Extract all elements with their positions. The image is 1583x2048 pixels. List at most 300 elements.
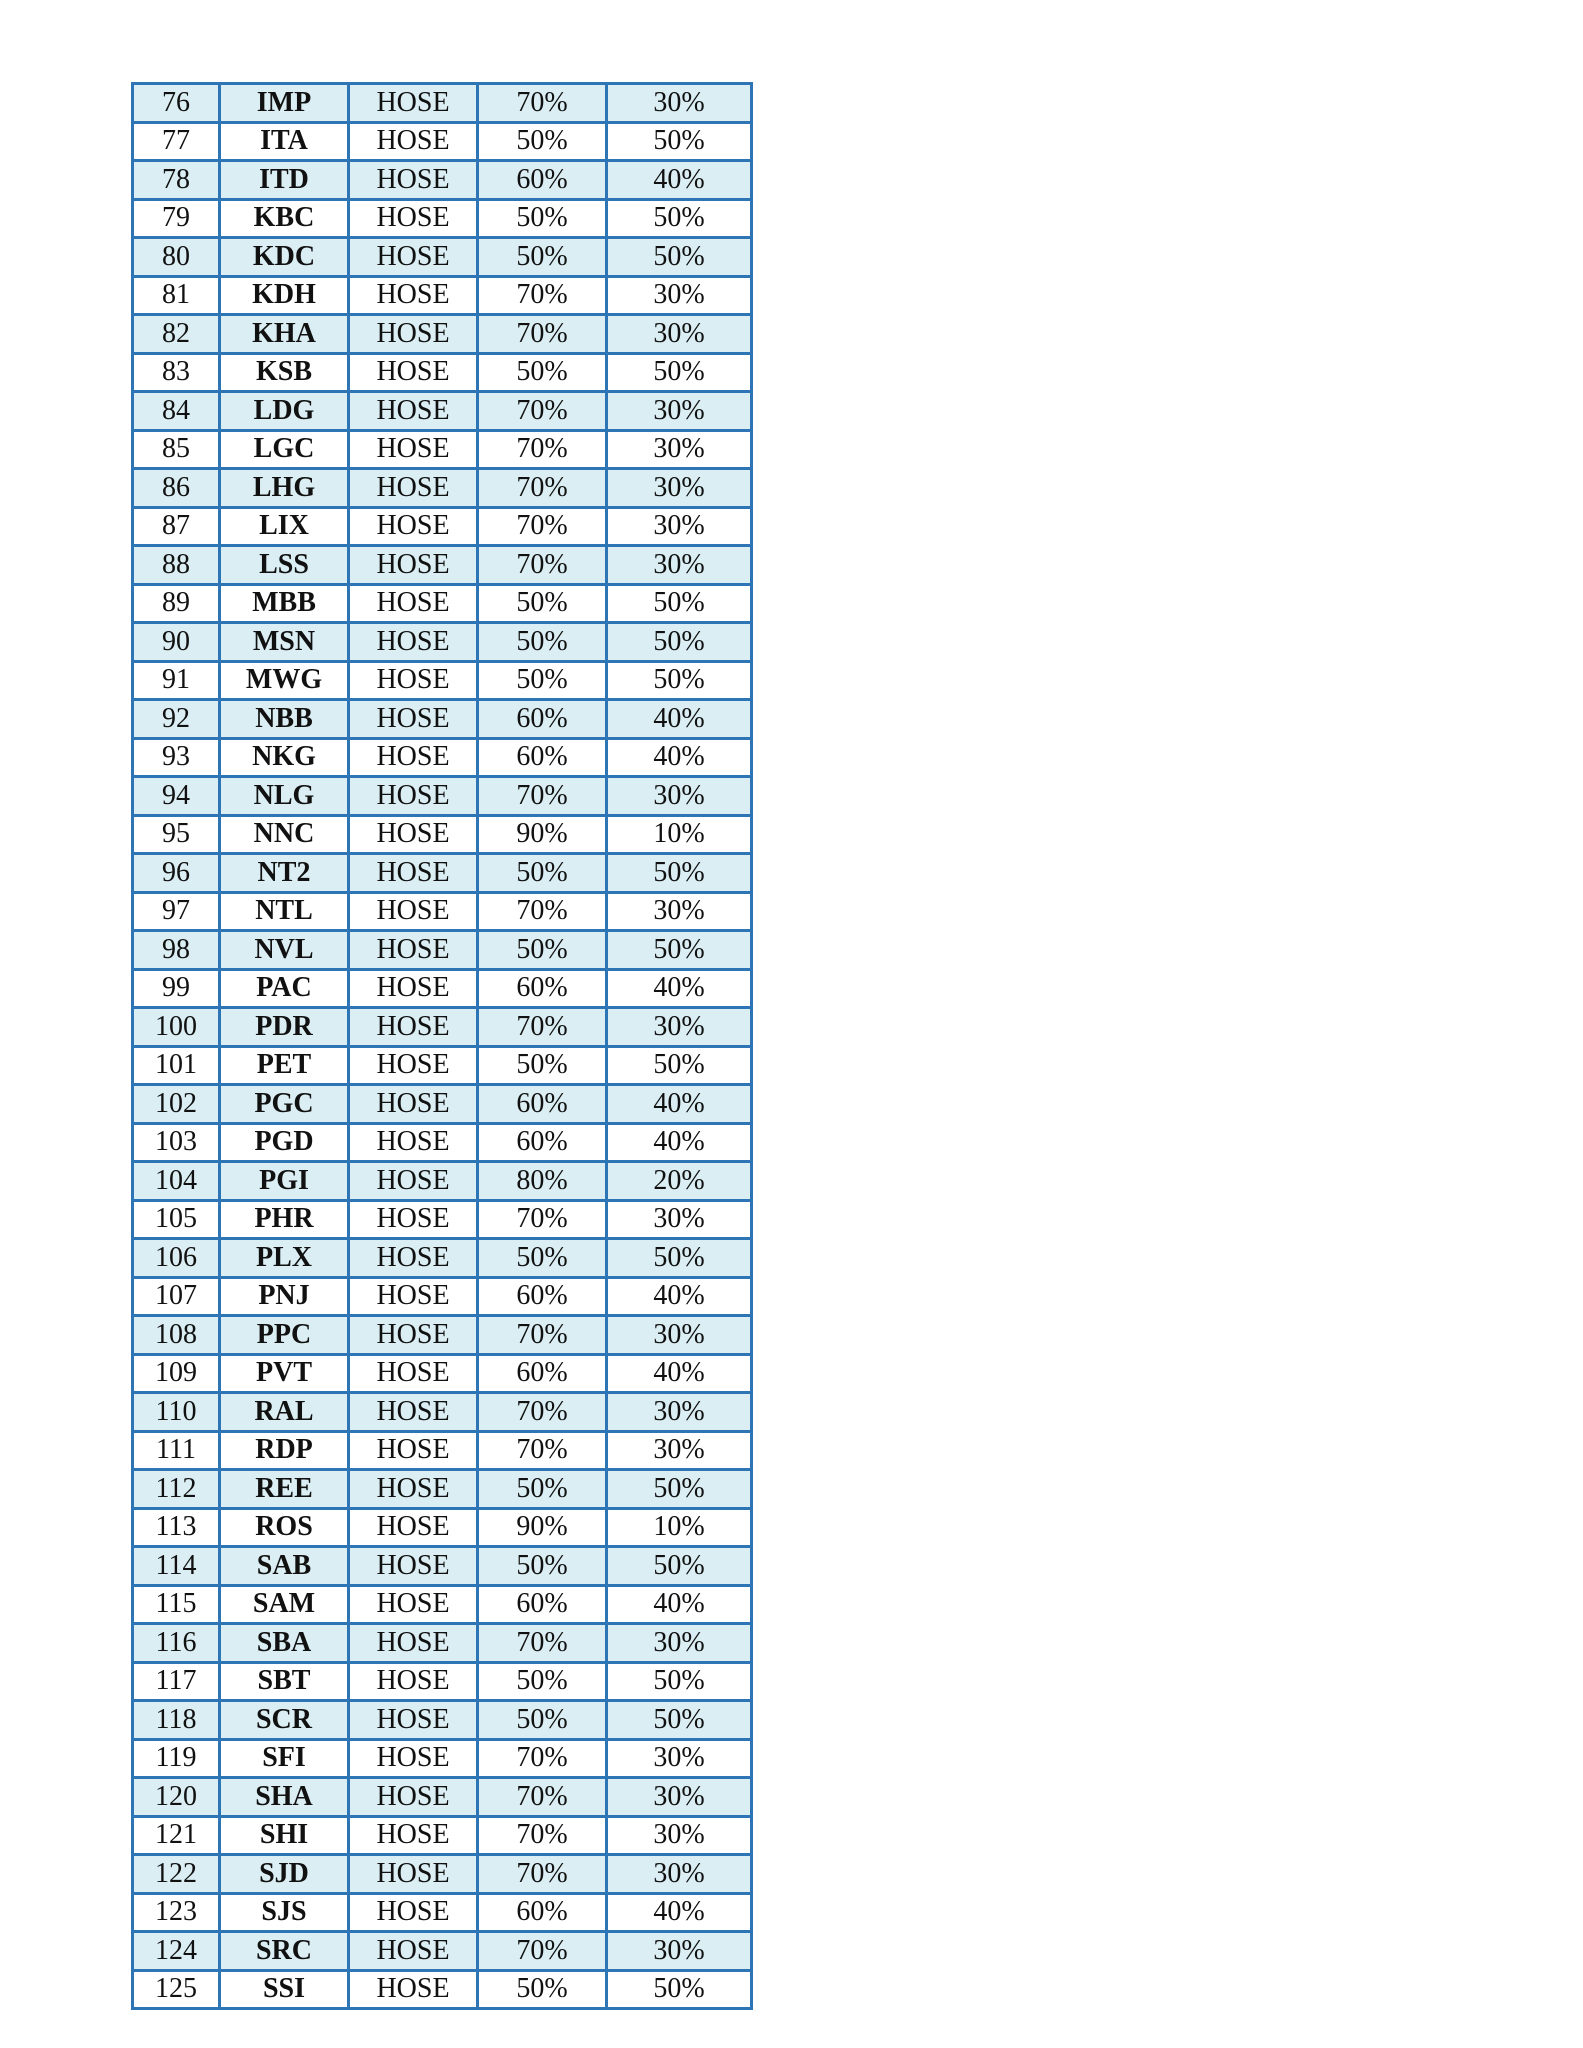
exchange-cell: HOSE <box>349 777 478 816</box>
ratio-b-cell: 30% <box>607 1932 752 1971</box>
table-row <box>133 122 752 161</box>
row-number-cell: 117 <box>133 1662 220 1701</box>
table-row <box>133 1123 752 1162</box>
ratio-a-cell: 70% <box>478 546 607 585</box>
stock-code-cell: KDH <box>220 276 349 315</box>
row-number-cell: 99 <box>133 969 220 1008</box>
table-row <box>133 430 752 469</box>
ratio-a-cell: 50% <box>478 1239 607 1278</box>
row-number-cell: 111 <box>133 1431 220 1470</box>
row-number-cell: 91 <box>133 661 220 700</box>
exchange-cell: HOSE <box>349 1239 478 1278</box>
ratio-a-cell: 60% <box>478 1123 607 1162</box>
exchange-cell: HOSE <box>349 1855 478 1894</box>
stock-code-cell: REE <box>220 1470 349 1509</box>
table-row <box>133 584 752 623</box>
ratio-a-cell: 60% <box>478 738 607 777</box>
exchange-cell: HOSE <box>349 1970 478 2009</box>
row-number-cell: 125 <box>133 1970 220 2009</box>
ratio-a-cell: 50% <box>478 122 607 161</box>
ratio-b-cell: 30% <box>607 1316 752 1355</box>
ratio-a-cell: 50% <box>478 199 607 238</box>
ratio-a-cell: 90% <box>478 1508 607 1547</box>
table-row <box>133 815 752 854</box>
stock-table <box>131 82 753 2010</box>
row-number-cell: 77 <box>133 122 220 161</box>
table-row <box>133 84 752 123</box>
stock-code-cell: SJS <box>220 1893 349 1932</box>
table-row <box>133 1855 752 1894</box>
exchange-cell: HOSE <box>349 1893 478 1932</box>
exchange-cell: HOSE <box>349 1662 478 1701</box>
table-row <box>133 700 752 739</box>
ratio-a-cell: 50% <box>478 1662 607 1701</box>
row-number-cell: 121 <box>133 1816 220 1855</box>
ratio-b-cell: 50% <box>607 1470 752 1509</box>
ratio-a-cell: 70% <box>478 392 607 431</box>
exchange-cell: HOSE <box>349 469 478 508</box>
stock-code-cell: PNJ <box>220 1277 349 1316</box>
exchange-cell: HOSE <box>349 1778 478 1817</box>
ratio-b-cell: 50% <box>607 854 752 893</box>
ratio-a-cell: 70% <box>478 1316 607 1355</box>
row-number-cell: 100 <box>133 1008 220 1047</box>
row-number-cell: 93 <box>133 738 220 777</box>
ratio-b-cell: 50% <box>607 1662 752 1701</box>
table-row <box>133 1162 752 1201</box>
stock-code-cell: SAM <box>220 1585 349 1624</box>
ratio-a-cell: 60% <box>478 1085 607 1124</box>
ratio-a-cell: 50% <box>478 1970 607 2009</box>
stock-code-cell: ROS <box>220 1508 349 1547</box>
ratio-b-cell: 30% <box>607 1200 752 1239</box>
ratio-b-cell: 30% <box>607 1624 752 1663</box>
ratio-b-cell: 30% <box>607 1739 752 1778</box>
ratio-a-cell: 70% <box>478 1200 607 1239</box>
row-number-cell: 122 <box>133 1855 220 1894</box>
stock-code-cell: NNC <box>220 815 349 854</box>
ratio-a-cell: 50% <box>478 661 607 700</box>
ratio-b-cell: 30% <box>607 392 752 431</box>
ratio-b-cell: 30% <box>607 892 752 931</box>
table-row <box>133 1316 752 1355</box>
row-number-cell: 88 <box>133 546 220 585</box>
table-row <box>133 1701 752 1740</box>
exchange-cell: HOSE <box>349 1624 478 1663</box>
ratio-a-cell: 70% <box>478 1855 607 1894</box>
ratio-b-cell: 10% <box>607 1508 752 1547</box>
table-row <box>133 507 752 546</box>
stock-code-cell: SRC <box>220 1932 349 1971</box>
table-row <box>133 1200 752 1239</box>
stock-code-cell: SBA <box>220 1624 349 1663</box>
ratio-a-cell: 50% <box>478 1547 607 1586</box>
stock-code-cell: SBT <box>220 1662 349 1701</box>
ratio-b-cell: 30% <box>607 1431 752 1470</box>
row-number-cell: 108 <box>133 1316 220 1355</box>
ratio-a-cell: 70% <box>478 430 607 469</box>
ratio-a-cell: 50% <box>478 623 607 662</box>
ratio-a-cell: 50% <box>478 238 607 277</box>
row-number-cell: 92 <box>133 700 220 739</box>
table-row <box>133 1970 752 2009</box>
ratio-b-cell: 30% <box>607 1393 752 1432</box>
stock-code-cell: LDG <box>220 392 349 431</box>
exchange-cell: HOSE <box>349 122 478 161</box>
ratio-a-cell: 60% <box>478 1354 607 1393</box>
row-number-cell: 85 <box>133 430 220 469</box>
ratio-b-cell: 30% <box>607 84 752 123</box>
row-number-cell: 81 <box>133 276 220 315</box>
ratio-b-cell: 40% <box>607 1277 752 1316</box>
stock-code-cell: PVT <box>220 1354 349 1393</box>
ratio-b-cell: 40% <box>607 1354 752 1393</box>
ratio-b-cell: 40% <box>607 1123 752 1162</box>
stock-code-cell: PGI <box>220 1162 349 1201</box>
exchange-cell: HOSE <box>349 276 478 315</box>
exchange-cell: HOSE <box>349 392 478 431</box>
ratio-b-cell: 40% <box>607 1085 752 1124</box>
row-number-cell: 119 <box>133 1739 220 1778</box>
ratio-a-cell: 80% <box>478 1162 607 1201</box>
stock-code-cell: NKG <box>220 738 349 777</box>
stock-code-cell: PAC <box>220 969 349 1008</box>
ratio-b-cell: 50% <box>607 1547 752 1586</box>
ratio-a-cell: 70% <box>478 1739 607 1778</box>
row-number-cell: 107 <box>133 1277 220 1316</box>
stock-code-cell: SHI <box>220 1816 349 1855</box>
ratio-b-cell: 50% <box>607 1701 752 1740</box>
exchange-cell: HOSE <box>349 1008 478 1047</box>
ratio-b-cell: 40% <box>607 1585 752 1624</box>
stock-code-cell: NTL <box>220 892 349 931</box>
ratio-a-cell: 60% <box>478 700 607 739</box>
stock-code-cell: MBB <box>220 584 349 623</box>
table-row <box>133 1932 752 1971</box>
exchange-cell: HOSE <box>349 969 478 1008</box>
row-number-cell: 90 <box>133 623 220 662</box>
row-number-cell: 78 <box>133 161 220 200</box>
ratio-b-cell: 30% <box>607 546 752 585</box>
exchange-cell: HOSE <box>349 430 478 469</box>
ratio-b-cell: 50% <box>607 661 752 700</box>
row-number-cell: 105 <box>133 1200 220 1239</box>
ratio-a-cell: 60% <box>478 161 607 200</box>
table-row <box>133 469 752 508</box>
exchange-cell: HOSE <box>349 1393 478 1432</box>
stock-code-cell: NT2 <box>220 854 349 893</box>
ratio-b-cell: 50% <box>607 199 752 238</box>
table-row <box>133 777 752 816</box>
exchange-cell: HOSE <box>349 315 478 354</box>
row-number-cell: 124 <box>133 1932 220 1971</box>
ratio-b-cell: 30% <box>607 430 752 469</box>
ratio-a-cell: 70% <box>478 1008 607 1047</box>
ratio-b-cell: 50% <box>607 238 752 277</box>
row-number-cell: 104 <box>133 1162 220 1201</box>
row-number-cell: 98 <box>133 931 220 970</box>
table-row <box>133 931 752 970</box>
stock-code-cell: NBB <box>220 700 349 739</box>
stock-code-cell: SFI <box>220 1739 349 1778</box>
stock-code-cell: MSN <box>220 623 349 662</box>
table-row <box>133 1008 752 1047</box>
ratio-a-cell: 70% <box>478 892 607 931</box>
row-number-cell: 94 <box>133 777 220 816</box>
table-row <box>133 661 752 700</box>
ratio-b-cell: 30% <box>607 469 752 508</box>
exchange-cell: HOSE <box>349 1277 478 1316</box>
exchange-cell: HOSE <box>349 1739 478 1778</box>
ratio-a-cell: 70% <box>478 1624 607 1663</box>
ratio-a-cell: 70% <box>478 777 607 816</box>
table-row <box>133 1547 752 1586</box>
stock-code-cell: SCR <box>220 1701 349 1740</box>
exchange-cell: HOSE <box>349 854 478 893</box>
ratio-b-cell: 50% <box>607 1970 752 2009</box>
ratio-a-cell: 60% <box>478 969 607 1008</box>
exchange-cell: HOSE <box>349 623 478 662</box>
row-number-cell: 95 <box>133 815 220 854</box>
table-row <box>133 1893 752 1932</box>
stock-table-body <box>133 84 752 2009</box>
ratio-b-cell: 40% <box>607 1893 752 1932</box>
table-row <box>133 1739 752 1778</box>
ratio-b-cell: 50% <box>607 1046 752 1085</box>
table-row <box>133 1816 752 1855</box>
stock-code-cell: LHG <box>220 469 349 508</box>
ratio-b-cell: 30% <box>607 507 752 546</box>
table-row <box>133 238 752 277</box>
exchange-cell: HOSE <box>349 507 478 546</box>
ratio-b-cell: 30% <box>607 1008 752 1047</box>
table-row <box>133 738 752 777</box>
exchange-cell: HOSE <box>349 353 478 392</box>
stock-code-cell: IMP <box>220 84 349 123</box>
ratio-a-cell: 70% <box>478 1932 607 1971</box>
ratio-a-cell: 50% <box>478 1046 607 1085</box>
row-number-cell: 97 <box>133 892 220 931</box>
table-row <box>133 1508 752 1547</box>
ratio-a-cell: 50% <box>478 353 607 392</box>
row-number-cell: 106 <box>133 1239 220 1278</box>
row-number-cell: 102 <box>133 1085 220 1124</box>
stock-code-cell: KHA <box>220 315 349 354</box>
ratio-b-cell: 10% <box>607 815 752 854</box>
ratio-b-cell: 30% <box>607 1778 752 1817</box>
ratio-a-cell: 50% <box>478 854 607 893</box>
exchange-cell: HOSE <box>349 1085 478 1124</box>
row-number-cell: 103 <box>133 1123 220 1162</box>
exchange-cell: HOSE <box>349 892 478 931</box>
row-number-cell: 76 <box>133 84 220 123</box>
ratio-a-cell: 60% <box>478 1893 607 1932</box>
row-number-cell: 89 <box>133 584 220 623</box>
exchange-cell: HOSE <box>349 1354 478 1393</box>
ratio-a-cell: 60% <box>478 1585 607 1624</box>
exchange-cell: HOSE <box>349 1470 478 1509</box>
row-number-cell: 113 <box>133 1508 220 1547</box>
table-row <box>133 353 752 392</box>
exchange-cell: HOSE <box>349 931 478 970</box>
exchange-cell: HOSE <box>349 1046 478 1085</box>
ratio-a-cell: 50% <box>478 584 607 623</box>
row-number-cell: 112 <box>133 1470 220 1509</box>
ratio-b-cell: 50% <box>607 623 752 662</box>
table-row <box>133 546 752 585</box>
stock-code-cell: RAL <box>220 1393 349 1432</box>
table-row <box>133 161 752 200</box>
row-number-cell: 96 <box>133 854 220 893</box>
row-number-cell: 86 <box>133 469 220 508</box>
stock-code-cell: NVL <box>220 931 349 970</box>
row-number-cell: 87 <box>133 507 220 546</box>
table-row <box>133 1778 752 1817</box>
exchange-cell: HOSE <box>349 584 478 623</box>
exchange-cell: HOSE <box>349 546 478 585</box>
ratio-a-cell: 70% <box>478 1778 607 1817</box>
table-row <box>133 1585 752 1624</box>
stock-code-cell: RDP <box>220 1431 349 1470</box>
table-row <box>133 1239 752 1278</box>
table-row <box>133 1046 752 1085</box>
row-number-cell: 116 <box>133 1624 220 1663</box>
ratio-a-cell: 70% <box>478 315 607 354</box>
ratio-b-cell: 50% <box>607 1239 752 1278</box>
row-number-cell: 84 <box>133 392 220 431</box>
ratio-b-cell: 50% <box>607 584 752 623</box>
stock-code-cell: LIX <box>220 507 349 546</box>
ratio-b-cell: 40% <box>607 738 752 777</box>
exchange-cell: HOSE <box>349 1816 478 1855</box>
ratio-a-cell: 90% <box>478 815 607 854</box>
exchange-cell: HOSE <box>349 1932 478 1971</box>
exchange-cell: HOSE <box>349 1316 478 1355</box>
row-number-cell: 120 <box>133 1778 220 1817</box>
ratio-a-cell: 50% <box>478 1470 607 1509</box>
table-row <box>133 1085 752 1124</box>
stock-code-cell: ITD <box>220 161 349 200</box>
row-number-cell: 115 <box>133 1585 220 1624</box>
exchange-cell: HOSE <box>349 1200 478 1239</box>
stock-code-cell: PDR <box>220 1008 349 1047</box>
stock-code-cell: PHR <box>220 1200 349 1239</box>
exchange-cell: HOSE <box>349 1508 478 1547</box>
stock-code-cell: SHA <box>220 1778 349 1817</box>
stock-code-cell: PGC <box>220 1085 349 1124</box>
table-row <box>133 1624 752 1663</box>
exchange-cell: HOSE <box>349 1123 478 1162</box>
exchange-cell: HOSE <box>349 1585 478 1624</box>
exchange-cell: HOSE <box>349 1162 478 1201</box>
row-number-cell: 83 <box>133 353 220 392</box>
row-number-cell: 118 <box>133 1701 220 1740</box>
exchange-cell: HOSE <box>349 815 478 854</box>
ratio-b-cell: 40% <box>607 969 752 1008</box>
exchange-cell: HOSE <box>349 161 478 200</box>
table-row <box>133 892 752 931</box>
stock-code-cell: ITA <box>220 122 349 161</box>
ratio-b-cell: 30% <box>607 1855 752 1894</box>
ratio-a-cell: 50% <box>478 931 607 970</box>
stock-code-cell: PLX <box>220 1239 349 1278</box>
table-row <box>133 1354 752 1393</box>
exchange-cell: HOSE <box>349 1547 478 1586</box>
stock-code-cell: LGC <box>220 430 349 469</box>
stock-code-cell: SAB <box>220 1547 349 1586</box>
ratio-b-cell: 50% <box>607 931 752 970</box>
exchange-cell: HOSE <box>349 738 478 777</box>
ratio-b-cell: 20% <box>607 1162 752 1201</box>
exchange-cell: HOSE <box>349 199 478 238</box>
row-number-cell: 80 <box>133 238 220 277</box>
exchange-cell: HOSE <box>349 700 478 739</box>
table-row <box>133 1277 752 1316</box>
ratio-b-cell: 30% <box>607 276 752 315</box>
stock-code-cell: PGD <box>220 1123 349 1162</box>
exchange-cell: HOSE <box>349 238 478 277</box>
row-number-cell: 79 <box>133 199 220 238</box>
row-number-cell: 123 <box>133 1893 220 1932</box>
ratio-a-cell: 70% <box>478 1393 607 1432</box>
stock-code-cell: KSB <box>220 353 349 392</box>
table-row <box>133 623 752 662</box>
stock-code-cell: PPC <box>220 1316 349 1355</box>
table-row <box>133 1470 752 1509</box>
ratio-a-cell: 70% <box>478 1816 607 1855</box>
row-number-cell: 110 <box>133 1393 220 1432</box>
table-row <box>133 392 752 431</box>
table-row <box>133 854 752 893</box>
ratio-b-cell: 50% <box>607 122 752 161</box>
stock-code-cell: SJD <box>220 1855 349 1894</box>
ratio-a-cell: 70% <box>478 1431 607 1470</box>
ratio-b-cell: 50% <box>607 353 752 392</box>
ratio-a-cell: 60% <box>478 1277 607 1316</box>
table-row <box>133 199 752 238</box>
stock-code-cell: KDC <box>220 238 349 277</box>
ratio-a-cell: 70% <box>478 276 607 315</box>
table-row <box>133 1393 752 1432</box>
row-number-cell: 114 <box>133 1547 220 1586</box>
ratio-b-cell: 30% <box>607 1816 752 1855</box>
ratio-a-cell: 70% <box>478 507 607 546</box>
stock-code-cell: PET <box>220 1046 349 1085</box>
exchange-cell: HOSE <box>349 84 478 123</box>
table-row <box>133 315 752 354</box>
table-row <box>133 276 752 315</box>
ratio-b-cell: 30% <box>607 315 752 354</box>
table-row <box>133 969 752 1008</box>
stock-code-cell: MWG <box>220 661 349 700</box>
exchange-cell: HOSE <box>349 1431 478 1470</box>
row-number-cell: 101 <box>133 1046 220 1085</box>
table-row <box>133 1431 752 1470</box>
ratio-a-cell: 50% <box>478 1701 607 1740</box>
exchange-cell: HOSE <box>349 1701 478 1740</box>
stock-code-cell: KBC <box>220 199 349 238</box>
row-number-cell: 82 <box>133 315 220 354</box>
stock-code-cell: SSI <box>220 1970 349 2009</box>
ratio-b-cell: 30% <box>607 777 752 816</box>
ratio-a-cell: 70% <box>478 469 607 508</box>
stock-code-cell: LSS <box>220 546 349 585</box>
ratio-b-cell: 40% <box>607 161 752 200</box>
ratio-a-cell: 70% <box>478 84 607 123</box>
table-row <box>133 1662 752 1701</box>
exchange-cell: HOSE <box>349 661 478 700</box>
ratio-b-cell: 40% <box>607 700 752 739</box>
